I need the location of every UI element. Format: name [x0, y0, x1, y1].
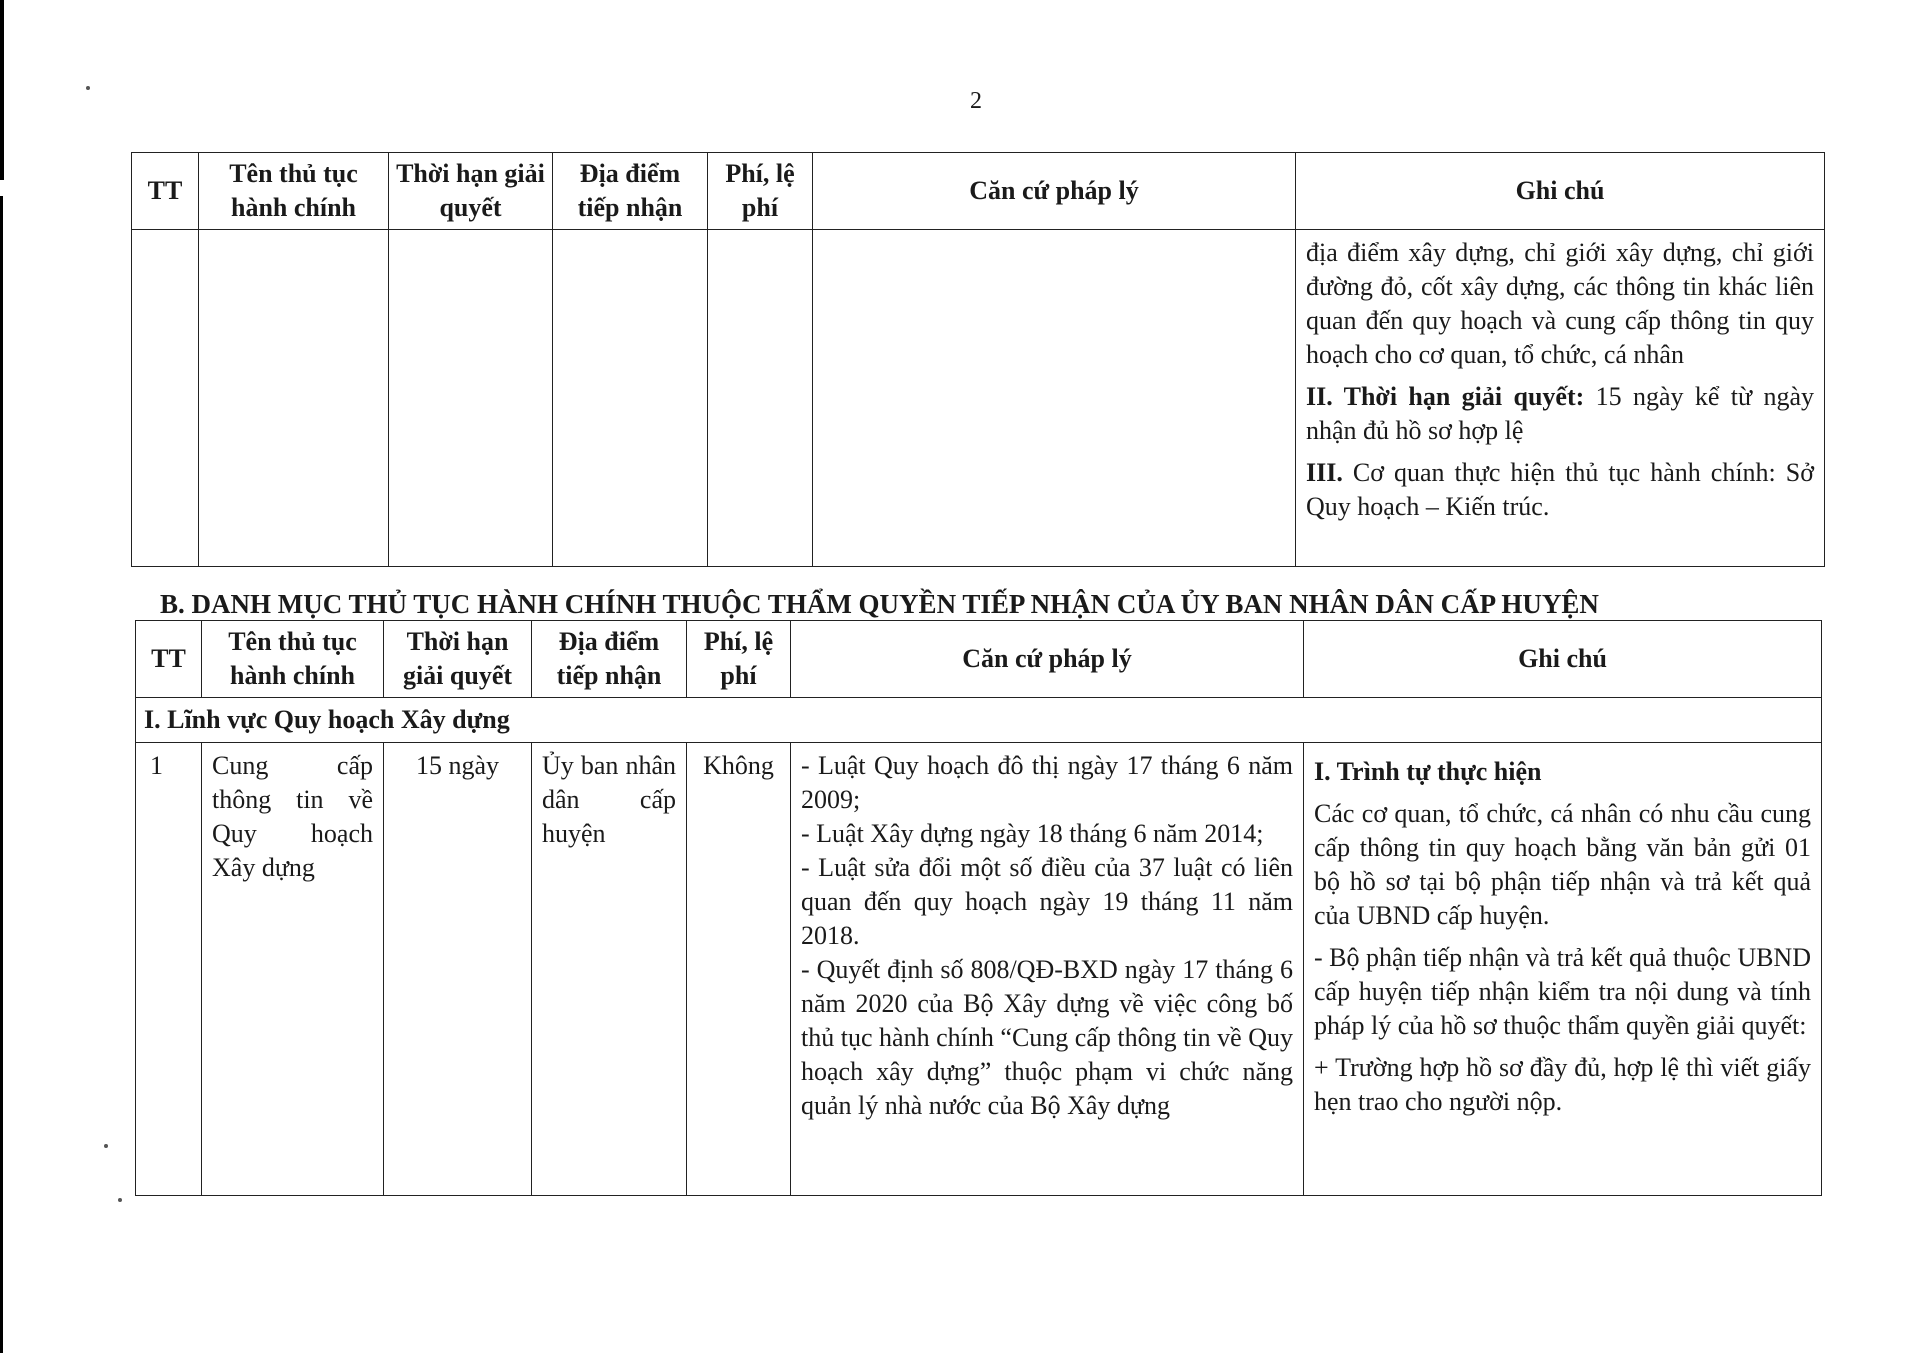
- note-paragraph: + Trường hợp hồ sơ đầy đủ, hợp lệ thì viết giấy hẹn trao cho người nộp.: [1314, 1053, 1811, 1116]
- cell-deadline: [389, 230, 553, 567]
- header-fee: Phí, lệ phí: [687, 621, 791, 698]
- cell-notes: [1296, 230, 1825, 567]
- cell-procedure-name: [199, 230, 389, 567]
- cell-legal-basis: [791, 743, 1304, 1196]
- note-text: Cơ quan thực hiện thủ tục hành chính: Sở Quy hoạch – Kiến trúc.: [1306, 458, 1814, 521]
- table-row: [136, 743, 1822, 1196]
- header-tt: TT: [136, 621, 202, 698]
- header-fee: Phí, lệ phí: [708, 153, 813, 230]
- subsection-title: I. Lĩnh vực Quy hoạch Xây dựng: [136, 698, 1822, 743]
- page-number: 2: [970, 88, 982, 114]
- subsection-row: [136, 698, 1822, 743]
- cell-location: Ủy ban nhân dân cấp huyện: [532, 743, 687, 1196]
- scan-speck: [118, 1198, 122, 1202]
- legal-basis-item: - Luật Xây dựng ngày 18 tháng 6 năm 2014;: [801, 819, 1264, 848]
- table-b-header-row: [136, 621, 1822, 698]
- cell-tt: 1: [136, 743, 202, 1196]
- header-procedure-name: Tên thủ tục hành chính: [202, 621, 384, 698]
- note-paragraph: [1306, 380, 1814, 448]
- note-bold: III.: [1306, 458, 1343, 487]
- scan-speck: [104, 1144, 108, 1148]
- note-bold: II. Thời hạn giải quyết:: [1306, 382, 1585, 411]
- header-deadline: Thời hạn giải quyết: [384, 621, 532, 698]
- note-paragraph: [1306, 236, 1814, 372]
- header-location: Địa điểm tiếp nhận: [532, 621, 687, 698]
- header-notes: Ghi chú: [1304, 621, 1822, 698]
- cell-deadline: 15 ngày: [384, 743, 532, 1196]
- table-row: [132, 230, 1825, 567]
- table-a-header-row: [132, 153, 1825, 230]
- header-notes: Ghi chú: [1296, 153, 1825, 230]
- table-section-b: [135, 620, 1822, 1196]
- note-paragraph: Các cơ quan, tổ chức, cá nhân có nhu cầu cung cấp thông tin quy hoạch bằng văn bản gửi 01 bộ hồ sơ tại bộ phận tiếp nhận và trả kết quả của UBND cấp huyện.: [1314, 799, 1811, 930]
- section-b-title: B. DANH MỤC THỦ TỤC HÀNH CHÍNH THUỘC THẨM QUYỀN TIẾP NHẬN CỦA ỦY BAN NHÂN DÂN CẤP HUYỆN: [160, 589, 1599, 619]
- cell-legal-basis: [813, 230, 1296, 567]
- header-legal-basis: Căn cứ pháp lý: [813, 153, 1296, 230]
- scan-edge-bottom: [0, 196, 3, 1353]
- cell-notes: [1304, 743, 1822, 1196]
- legal-basis-item: - Luật sửa đổi một số điều của 37 luật có liên quan đến quy hoạch ngày 19 tháng 11 năm 2018.: [801, 853, 1293, 950]
- header-procedure-name: Tên thủ tục hành chính: [199, 153, 389, 230]
- cell-fee: Không: [687, 743, 791, 1196]
- table-section-a: [131, 152, 1825, 567]
- notes-heading: I. Trình tự thực hiện: [1314, 757, 1542, 786]
- header-deadline: Thời hạn giải quyết: [389, 153, 553, 230]
- note-text: địa điểm xây dựng, chỉ giới xây dựng, chỉ giới đường đỏ, cốt xây dựng, các thông tin khác liên quan đến quy hoạch và cung cấp thông tin quy hoạch cho cơ quan, tổ chức, cá nhân: [1306, 238, 1814, 369]
- note-text: 15 ngày kể từ ngày nhận đủ hồ sơ hợp lệ: [1306, 382, 1814, 445]
- header-tt: TT: [132, 153, 199, 230]
- header-legal-basis: Căn cứ pháp lý: [791, 621, 1304, 698]
- legal-basis-item: - Luật Quy hoạch đô thị ngày 17 tháng 6 năm 2009;: [801, 751, 1293, 814]
- cell-procedure-name: Cung cấp thông tin về Quy hoạch Xây dựng: [202, 743, 384, 1196]
- legal-basis-item: - Quyết định số 808/QĐ-BXD ngày 17 tháng 6 năm 2020 của Bộ Xây dựng về việc công bố thủ tục hành chính “Cung cấp thông tin về Quy hoạch xây dựng” thuộc phạm vi chức năng quản lý nhà nước của Bộ Xây dựng: [801, 955, 1293, 1120]
- note-paragraph: - Bộ phận tiếp nhận và trả kết quả thuộc UBND cấp huyện tiếp nhận kiểm tra nội dung và tính pháp lý của hồ sơ thuộc thẩm quyền giải quyết:: [1314, 943, 1811, 1040]
- cell-location: [553, 230, 708, 567]
- cell-fee: [708, 230, 813, 567]
- note-paragraph: [1306, 456, 1814, 524]
- cell-tt: [132, 230, 199, 567]
- header-location: Địa điểm tiếp nhận: [553, 153, 708, 230]
